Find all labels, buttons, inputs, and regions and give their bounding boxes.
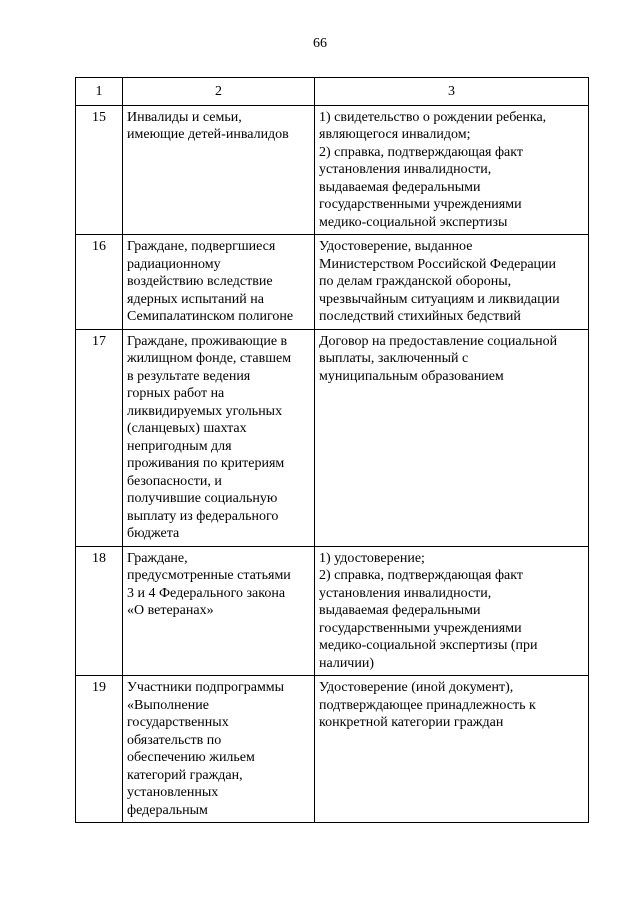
cell-text-line: государственными учреждениями: [319, 197, 522, 212]
table-row: [76, 676, 589, 823]
cell-text-line: 1) удостоверение;: [319, 550, 425, 566]
cell-text-line: подтверждающее принадлежность к: [319, 697, 536, 713]
cell-text-line: установленных: [127, 785, 219, 800]
cell-text-line: выплаты, заключенный с: [319, 351, 469, 366]
cell-text-line: жилищном фонде, ставшем: [127, 351, 292, 366]
column-header: 1: [76, 78, 123, 106]
row-number-cell: 18: [76, 546, 123, 676]
table-header-row: [76, 78, 589, 106]
cell-text-line: чрезвычайным ситуациям и ликвидации: [319, 291, 560, 307]
cell-text-line: Участники подпрограммы: [127, 680, 285, 695]
cell-text-line: Удостоверение (иной документ),: [319, 680, 514, 695]
cell-text-line: 3 и 4 Федерального закона: [127, 585, 286, 601]
column-header: 2: [123, 78, 315, 106]
cell-text-line: Граждане,: [127, 550, 188, 566]
cell-text-line: федеральным: [127, 802, 208, 818]
cell-text-line: категорий граждан,: [127, 767, 243, 783]
category-cell: [123, 546, 315, 676]
page-number: 66: [313, 36, 327, 51]
cell-text-line: являющегося инвалидом;: [319, 127, 471, 142]
cell-text-line: радиационному: [127, 256, 221, 272]
cell-text-line: Министерством Российской Федерации: [319, 256, 557, 272]
table-row: [76, 235, 589, 330]
cell-text-line: конкретной категории граждан: [319, 715, 504, 730]
cell-text-line: ликвидируемых угольных: [127, 403, 283, 419]
cell-text-line: выплату из федерального: [127, 508, 279, 524]
cell-text-line: государственных: [127, 715, 229, 730]
row-number-cell: 16: [76, 235, 123, 330]
column-header: 3: [315, 78, 589, 106]
cell-text-line: получившие социальную: [127, 491, 278, 506]
category-cell: [123, 329, 315, 546]
cell-text-line: Семипалатинском полигоне: [127, 309, 294, 324]
cell-text-line: ядерных испытаний на: [127, 291, 264, 307]
cell-text-line: «О ветеранах»: [127, 603, 214, 618]
cell-text-line: воздействию вследствие: [127, 274, 273, 289]
cell-text-line: установления инвалидности,: [319, 585, 492, 601]
cell-text-line: установления инвалидности,: [319, 162, 492, 177]
cell-text-line: по делам гражданской обороны,: [319, 274, 512, 289]
cell-text-line: «Выполнение: [127, 697, 209, 713]
category-cell: [123, 676, 315, 823]
cell-text-line: Граждане, проживающие в: [127, 333, 288, 349]
cell-text-line: Инвалиды и семьи,: [127, 109, 242, 125]
cell-text-line: имеющие детей-инвалидов: [127, 127, 289, 142]
cell-text-line: обеспечению жильем: [127, 750, 255, 765]
cell-text-line: обязательств по: [127, 732, 222, 748]
table-row: [76, 546, 589, 676]
cell-text-line: (сланцевых) шахтах: [127, 421, 247, 436]
cell-text-line: безопасности, и: [127, 473, 222, 489]
table-row: [76, 105, 589, 235]
cell-text-line: бюджета: [127, 526, 180, 541]
cell-text-line: непригодным для: [127, 438, 232, 454]
document-cell: [315, 105, 589, 235]
cell-text-line: муниципальным образованием: [319, 368, 504, 384]
cell-text-line: проживания по критериям: [127, 456, 285, 471]
document-cell: [315, 676, 589, 823]
row-number-cell: 17: [76, 329, 123, 546]
cell-text-line: горных работ на: [127, 386, 225, 401]
cell-text-line: выдаваемая федеральными: [319, 603, 481, 618]
cell-text-line: 2) справка, подтверждающая факт: [319, 144, 523, 160]
cell-text-line: медико-социальной экспертизы (при: [319, 638, 538, 653]
document-cell: [315, 546, 589, 676]
document-cell: [315, 329, 589, 546]
row-number-cell: 15: [76, 105, 123, 235]
cell-text-line: медико-социальной экспертизы: [319, 214, 508, 230]
cell-text-line: последствий стихийных бедствий: [319, 309, 521, 324]
cell-text-line: наличии): [319, 655, 374, 671]
table-body: [76, 105, 589, 823]
cell-text-line: предусмотренные статьями: [127, 568, 291, 583]
cell-text-line: 1) свидетельство о рождении ребенка,: [319, 109, 547, 125]
cell-text-line: Удостоверение, выданное: [319, 239, 473, 254]
category-cell: [123, 235, 315, 330]
row-number-cell: 19: [76, 676, 123, 823]
cell-text-line: государственными учреждениями: [319, 620, 522, 636]
cell-text-line: 2) справка, подтверждающая факт: [319, 568, 523, 583]
cell-text-line: Граждане, подвергшиеся: [127, 239, 276, 254]
table-row: [76, 329, 589, 546]
document-table: [75, 77, 589, 823]
category-cell: [123, 105, 315, 235]
cell-text-line: выдаваемая федеральными: [319, 179, 481, 195]
cell-text-line: в результате ведения: [127, 368, 251, 384]
document-cell: [315, 235, 589, 330]
cell-text-line: Договор на предоставление социальной: [319, 333, 558, 349]
